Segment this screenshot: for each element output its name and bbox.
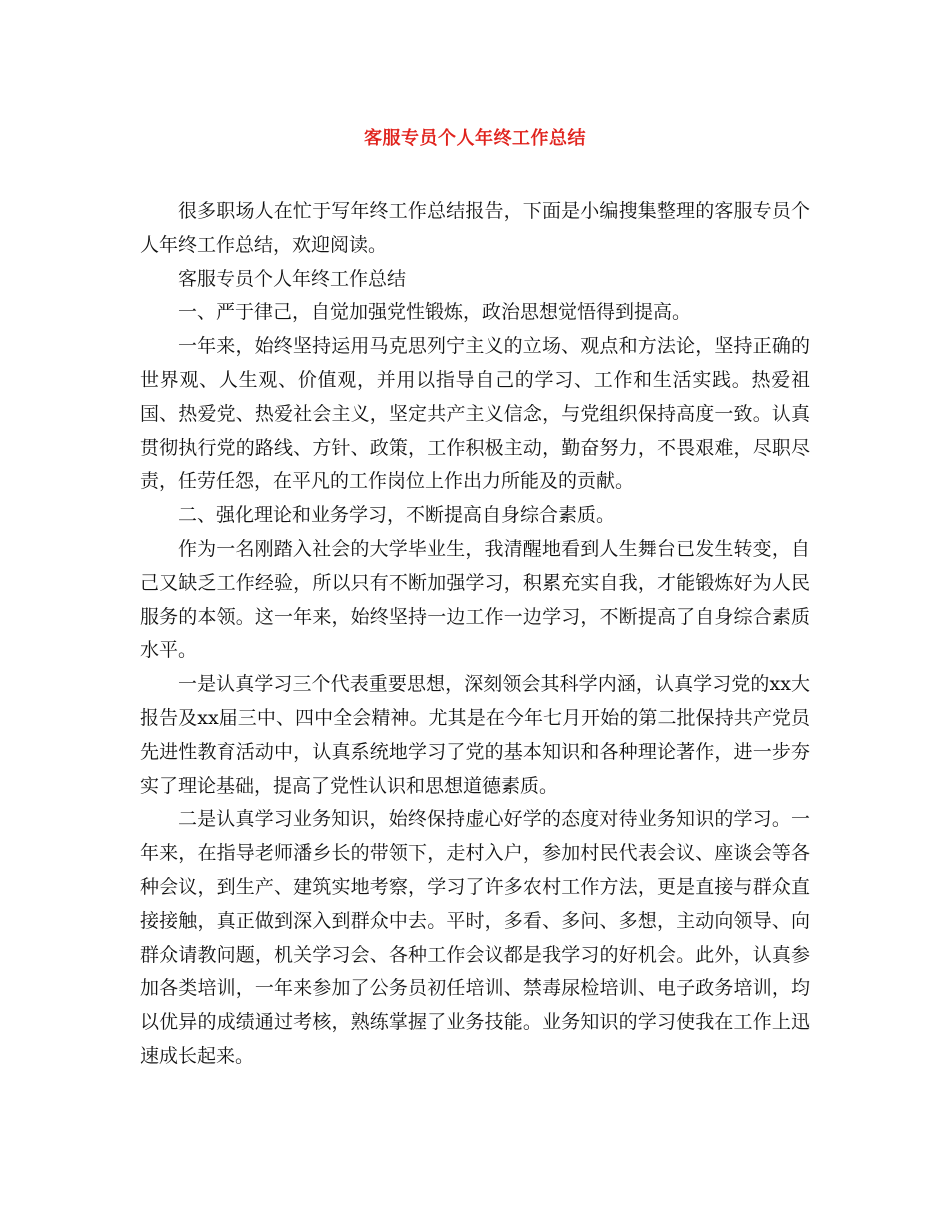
intro-paragraph: 很多职场人在忙于写年终工作总结报告，下面是小编搜集整理的客服专员个人年终工作总结，欢迎阅读。 [140,200,810,256]
section-2-paragraph-3: 二是认真学习业务知识，始终保持虚心好学的态度对待业务知识的学习。一年来，在指导老师潘乡长的带领下，走村入户，参加村民代表会议、座谈会等各种会议，到生产、建筑实地考察，学习了许多农村工作方法，更是直接与群众直接接触，真正做到深入到群众中去。平时，多看、多问、多想，主动向领导、向群众请教问题，机关学习会、各种工作会议都是我学习的好机会。此外，认真参加各类培训，一年来参加了公务员初任培训、禁毒尿检培训、电子政务培训，均以优异的成绩通过考核，熟练掌握了业务技能。业务知识的学习使我在工作上迅速成长起来。 [140,808,810,1067]
subtitle-paragraph: 客服专员个人年终工作总结 [178,267,407,290]
section-heading-1: 一、严于律己，自觉加强党性锻炼，政治思想觉悟得到提高。 [178,301,692,324]
document-body [140,195,810,1074]
section-2-paragraph-1: 作为一名刚踏入社会的大学毕业生，我清醒地看到人生舞台已发生转变，自己又缺乏工作经验，所以只有不断加强学习，积累充实自我，才能锻炼好为人民服务的本领。这一年来，始终坚持一边工作一边学习，不断提高了自身综合素质水平。 [140,537,810,662]
section-heading-2: 二、强化理论和业务学习，不断提高自身综合素质。 [178,504,616,527]
section-1-paragraph: 一年来，始终坚持运用马克思列宁主义的立场、观点和方法论，坚持正确的世界观、人生观、价值观，并用以指导自己的学习、工作和生活实践。热爱祖国、热爱党、热爱社会主义，坚定共产主义信念，与党组织保持高度一致。认真贯彻执行党的路线、方针、政策，工作积极主动，勤奋努力，不畏艰难，尽职尽责，任劳任怨，在平凡的工作岗位上作出力所能及的贡献。 [140,335,810,493]
section-2-paragraph-2: 一是认真学习三个代表重要思想，深刻领会其科学内涵，认真学习党的xx大报告及xx届三中、四中全会精神。尤其是在今年七月开始的第二批保持共产党员先进性教育活动中，认真系统地学习了党的基本知识和各种理论著作，进一步夯实了理论基础，提高了党性认识和思想道德素质。 [140,673,810,797]
document-title: 客服专员个人年终工作总结 [364,128,586,149]
